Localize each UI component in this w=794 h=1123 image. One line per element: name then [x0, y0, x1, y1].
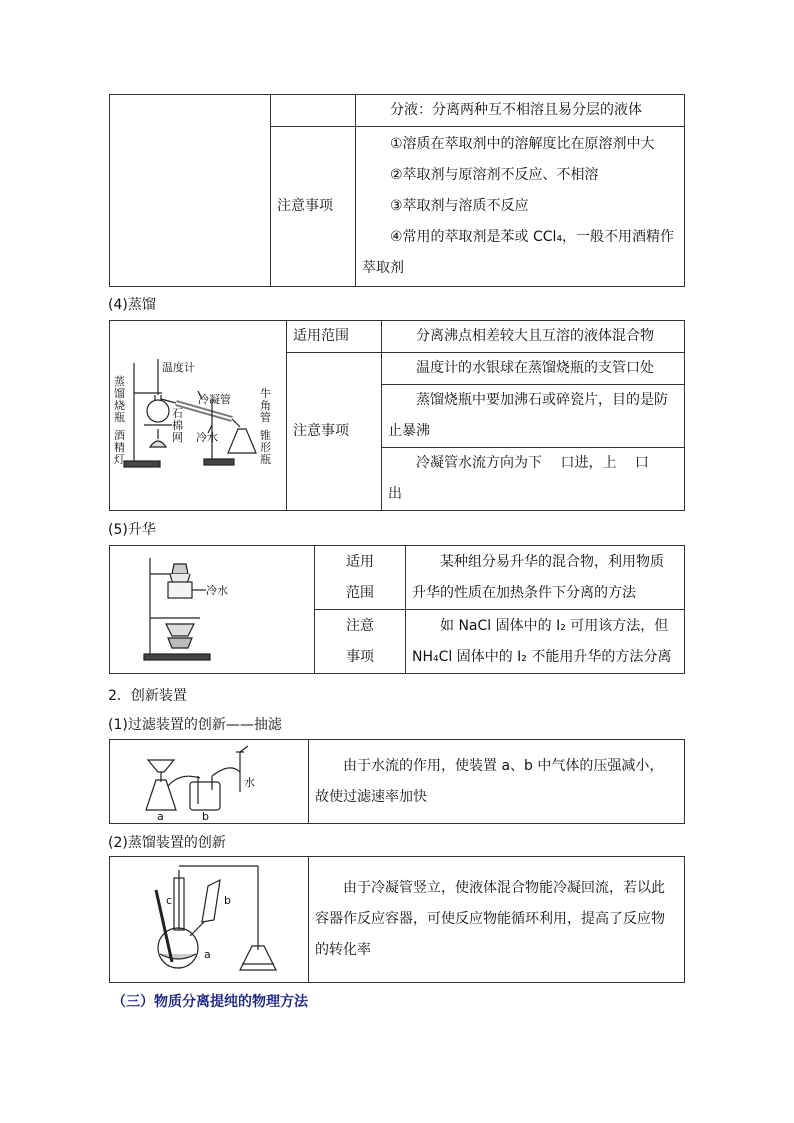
blank-cell [110, 95, 271, 287]
label-line: 范围 [346, 584, 374, 601]
text-line: 如 NaCl 固体中的 I₂ 可用该方法，但 [440, 617, 669, 634]
label-lamp-char: 精 [114, 441, 125, 454]
label-adapter-char: 管 [260, 411, 271, 424]
note-item: ③萃取剂与溶质不反应 [390, 198, 529, 214]
text-line: 升华的性质在加热条件下分离的方法 [412, 584, 636, 601]
label-line: 事项 [346, 648, 374, 665]
notes-label [315, 610, 406, 674]
label-cold-water: 冷水 [196, 431, 218, 444]
text-line: NH₄Cl 固体中的 I₂ 不能用升华的方法分离 [412, 648, 672, 665]
note-item: ①溶质在萃取剂中的溶解度比在原溶剂中大 [390, 136, 655, 152]
notes-text [406, 610, 685, 674]
blank-cell [271, 95, 356, 127]
note-line: 蒸馏烧瓶中要加沸石或碎瓷片，目的是防 [416, 392, 668, 408]
note-line: 止暴沸 [388, 423, 430, 439]
notes-cell [356, 127, 685, 287]
label-line: 适用 [346, 553, 374, 570]
scope-text: 分离沸点相差较大且互溶的液体混合物 [382, 321, 685, 353]
note-item: 萃取剂 [362, 260, 404, 276]
note-line: 出 [388, 486, 402, 502]
reflux-apparatus-figure [138, 860, 288, 978]
scope-label [315, 546, 406, 610]
text-line: 由于水流的作用，使装置 a、b 中气体的压强减小， [343, 757, 664, 774]
section-title-reflux: (2)蒸馏装置的创新 [108, 835, 226, 851]
label-cold-water: 冷水 [206, 584, 228, 597]
section-title-distillation: (4)蒸馏 [108, 297, 156, 313]
scope-label: 适用范围 [287, 321, 382, 353]
notes-label: 注意事项 [287, 353, 382, 511]
label-conical-char: 锥 [260, 429, 271, 442]
note-item: 温度计的水银球在蒸馏烧瓶的支管口处 [382, 353, 685, 385]
label-adapter-char: 牛 [260, 387, 271, 400]
label-asbestos-char: 网 [172, 431, 183, 444]
label-adapter-char: 角 [260, 399, 271, 412]
text-line: 故使过滤速率加快 [315, 788, 427, 805]
label-flask-char: 烧 [114, 399, 125, 412]
label-water: 水 [244, 776, 255, 789]
text-line: 某种组分易升华的混合物，利用物质 [440, 553, 664, 570]
text-line: 的转化率 [315, 942, 371, 958]
note-item [382, 448, 685, 511]
section-title-suction-filter: (1)过滤装置的创新——抽滤 [108, 717, 282, 733]
label-lamp-char: 灯 [114, 453, 125, 466]
label-asbestos-char: 棉 [172, 419, 183, 432]
notes-label: 注意事项 [271, 127, 356, 287]
note-line: 冷凝管水流方向为下 口进，上 口 [416, 455, 649, 471]
note-item [382, 385, 685, 448]
suction-filter-figure [140, 742, 280, 822]
label-line: 注意 [346, 617, 374, 634]
label-a: a [157, 810, 164, 822]
label-c: c [166, 894, 173, 907]
label-thermometer: 温度计 [162, 361, 195, 374]
label-flask-char: 馏 [114, 387, 125, 400]
section-title-sublimation: (5)升华 [108, 522, 156, 538]
label-lamp-char: 酒 [114, 429, 125, 442]
label-flask-char: 蒸 [114, 375, 125, 388]
section-title-innovation: 2．创新装置 [108, 688, 187, 704]
reflux-text [309, 857, 685, 983]
label-a: a [204, 948, 211, 961]
label-condenser: 冷凝管 [198, 393, 231, 406]
section-heading-physical-methods: （三）物质分离提纯的物理方法 [112, 994, 308, 1010]
label-conical-char: 瓶 [260, 453, 271, 466]
note-item: ④常用的萃取剂是苯或 CCl₄，一般不用酒精作 [390, 229, 675, 245]
text-line: 容器作反应容器，可使反应物能循环利用，提高了反应物 [315, 911, 665, 927]
text-line: 由于冷凝管竖立，使液体混合物能冷凝回流，若以此 [343, 880, 665, 896]
sublimation-apparatus-figure [140, 552, 250, 666]
label-conical-char: 形 [260, 441, 271, 454]
label-b: b [202, 810, 209, 822]
note-item: ②萃取剂与原溶剂不反应、不相溶 [390, 167, 599, 183]
scope-text [406, 546, 685, 610]
filter-text [309, 740, 685, 824]
separation-text: 分液：分离两种互不相溶且易分层的液体 [356, 95, 685, 127]
extraction-table [109, 94, 685, 287]
label-flask-char: 瓶 [114, 411, 125, 424]
label-b: b [224, 894, 231, 907]
label-asbestos-char: 石 [172, 407, 183, 420]
distillation-apparatus-figure [112, 355, 298, 475]
